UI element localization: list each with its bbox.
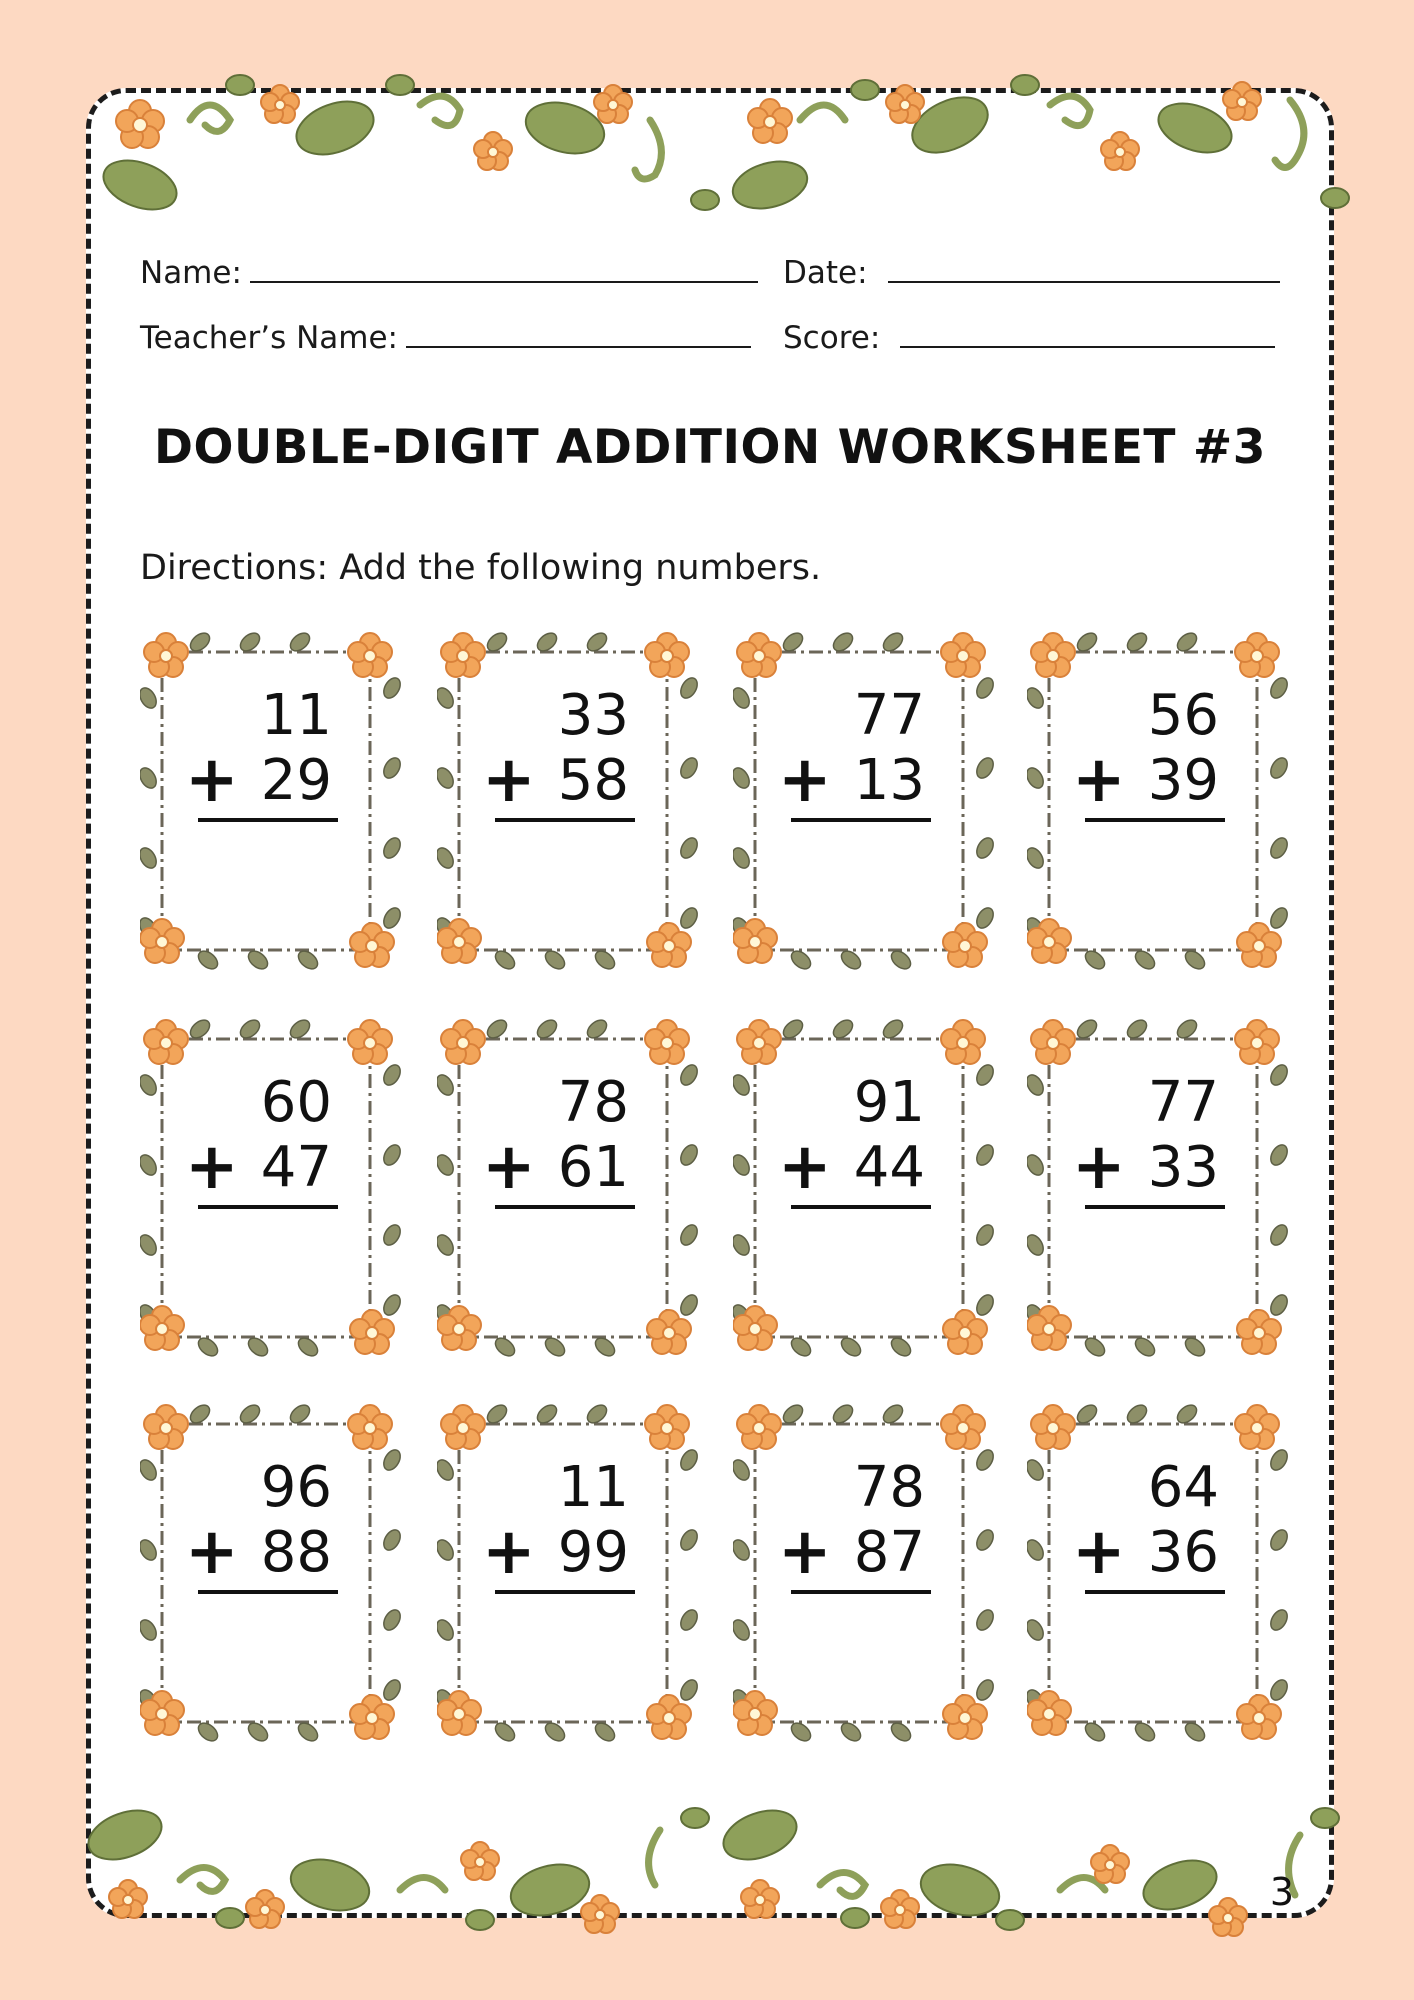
plus-sign: + — [482, 1515, 536, 1589]
problem-card — [437, 1400, 699, 1750]
answer-line — [495, 1205, 635, 1209]
plus-sign: + — [1072, 743, 1126, 817]
score-label: Score: — [783, 320, 881, 356]
bottom-floral-border — [0, 1790, 1414, 1950]
problem-card — [1027, 1015, 1289, 1365]
problem-card — [140, 1015, 402, 1365]
score-field — [783, 320, 1275, 356]
plus-sign: + — [1072, 1130, 1126, 1204]
plus-sign: + — [1072, 1515, 1126, 1589]
addend-bottom: 13 — [853, 748, 925, 813]
addend-bottom: 88 — [260, 1520, 332, 1585]
addend-top: 78 — [557, 1070, 629, 1135]
name-label: Name: — [140, 255, 242, 291]
addend-top: 77 — [1147, 1070, 1219, 1135]
date-label: Date: — [783, 255, 868, 291]
problem-card — [733, 628, 995, 978]
name-field — [140, 255, 758, 291]
answer-line — [1085, 1590, 1225, 1594]
teacher-field — [140, 320, 751, 356]
plus-sign: + — [778, 1515, 832, 1589]
teacher-label: Teacher’s Name: — [140, 320, 399, 356]
problem-card — [1027, 1400, 1289, 1750]
addend-bottom: 33 — [1147, 1135, 1219, 1200]
addend-top: 11 — [557, 1455, 629, 1520]
addend-top: 56 — [1147, 683, 1219, 748]
addend-bottom: 36 — [1147, 1520, 1219, 1585]
date-field — [783, 255, 1280, 291]
answer-line — [791, 818, 931, 822]
answer-line — [791, 1205, 931, 1209]
score-line[interactable] — [900, 345, 1275, 348]
addend-bottom: 39 — [1147, 748, 1219, 813]
problem-card — [140, 1400, 402, 1750]
plus-sign: + — [185, 1515, 239, 1589]
problem-card — [733, 1015, 995, 1365]
problem-card — [733, 1400, 995, 1750]
plus-sign: + — [482, 1130, 536, 1204]
addend-top: 33 — [557, 683, 629, 748]
addend-top: 11 — [260, 683, 332, 748]
addend-top: 96 — [260, 1455, 332, 1520]
answer-line — [791, 1590, 931, 1594]
answer-line — [198, 818, 338, 822]
addend-top: 60 — [260, 1070, 332, 1135]
addend-top: 64 — [1147, 1455, 1219, 1520]
plus-sign: + — [185, 1130, 239, 1204]
answer-line — [198, 1205, 338, 1209]
answer-line — [1085, 818, 1225, 822]
answer-line — [495, 1590, 635, 1594]
name-line[interactable] — [250, 280, 758, 283]
problem-card — [1027, 628, 1289, 978]
problem-card — [437, 628, 699, 978]
teacher-line[interactable] — [406, 345, 751, 348]
plus-sign: + — [482, 743, 536, 817]
addend-top: 77 — [853, 683, 925, 748]
worksheet-title: DOUBLE-DIGIT ADDITION WORKSHEET #3 — [154, 420, 1266, 475]
plus-sign: + — [185, 743, 239, 817]
addend-bottom: 44 — [853, 1135, 925, 1200]
addend-top: 78 — [853, 1455, 925, 1520]
addend-bottom: 58 — [557, 748, 629, 813]
answer-line — [198, 1590, 338, 1594]
page-number: 3 — [1269, 1870, 1294, 1914]
directions-text: Directions: Add the following numbers. — [140, 548, 822, 588]
addend-bottom: 99 — [557, 1520, 629, 1585]
plus-sign: + — [778, 743, 832, 817]
answer-line — [495, 818, 635, 822]
addend-top: 91 — [853, 1070, 925, 1135]
addend-bottom: 47 — [260, 1135, 332, 1200]
plus-sign: + — [778, 1130, 832, 1204]
addend-bottom: 87 — [853, 1520, 925, 1585]
addend-bottom: 61 — [557, 1135, 629, 1200]
problem-card — [140, 628, 402, 978]
answer-line — [1085, 1205, 1225, 1209]
problem-card — [437, 1015, 699, 1365]
addend-bottom: 29 — [260, 748, 332, 813]
date-line[interactable] — [888, 280, 1280, 283]
